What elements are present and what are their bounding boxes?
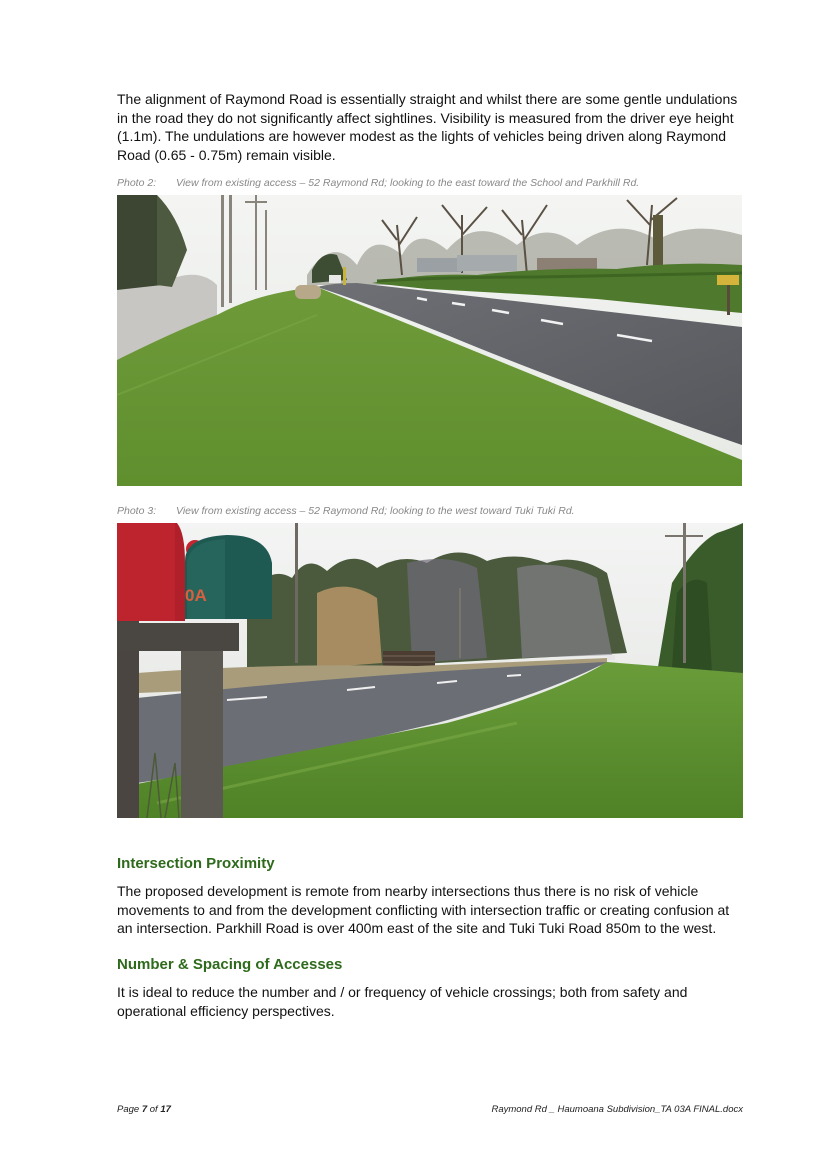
- intro-paragraph: The alignment of Raymond Road is essentially straight and whilst there are some gentle undulations in the road they do not significantly affect sightlines. Visibility is measured from the driver eye height (1.1m). The undulations are however modest as the lights of vehicles being driven along Raymond Road (0.65 - 0.75m) remain visible.: [117, 91, 738, 163]
- photo2-caption-text: View from existing access – 52 Raymond Rd; looking to the east toward the School and Parkhill Rd.: [176, 177, 640, 189]
- number-spacing-accesses-heading: Number & Spacing of Accesses: [117, 956, 343, 973]
- photo2-image: [117, 195, 742, 486]
- footer-page-total: 17: [160, 1104, 171, 1115]
- photo3-image: [117, 523, 743, 818]
- photo2-number: Photo 2:: [117, 177, 157, 189]
- photo2-caption: [117, 177, 747, 189]
- photo3-number: Photo 3:: [117, 505, 157, 517]
- intersection-proximity-body: The proposed development is remote from nearby intersections thus there is no risk of vehicle movements to and from the development conflicting with intersection traffic or creating confusion at an intersection. Parkhill Road is over 400m east of the site and Tuki Tuki Road 850m to the west.: [117, 883, 730, 936]
- photo3-caption: [117, 505, 747, 517]
- mailbox-number-text: 0A: [185, 586, 207, 605]
- footer-page-number: Page 7 of 17: [117, 1104, 171, 1115]
- footer-document-name: Raymond Rd _ Haumoana Subdivision_TA 03A FINAL.docx: [491, 1104, 743, 1115]
- intersection-proximity-heading: Intersection Proximity: [117, 855, 275, 872]
- photo3-caption-text: View from existing access – 52 Raymond Rd; looking to the west toward Tuki Tuki Rd.: [176, 505, 575, 517]
- footer-page-current: 7: [141, 1104, 148, 1115]
- number-spacing-accesses-body: It is ideal to reduce the number and / or frequency of vehicle crossings; both from safety and operational efficiency perspectives.: [117, 984, 688, 1019]
